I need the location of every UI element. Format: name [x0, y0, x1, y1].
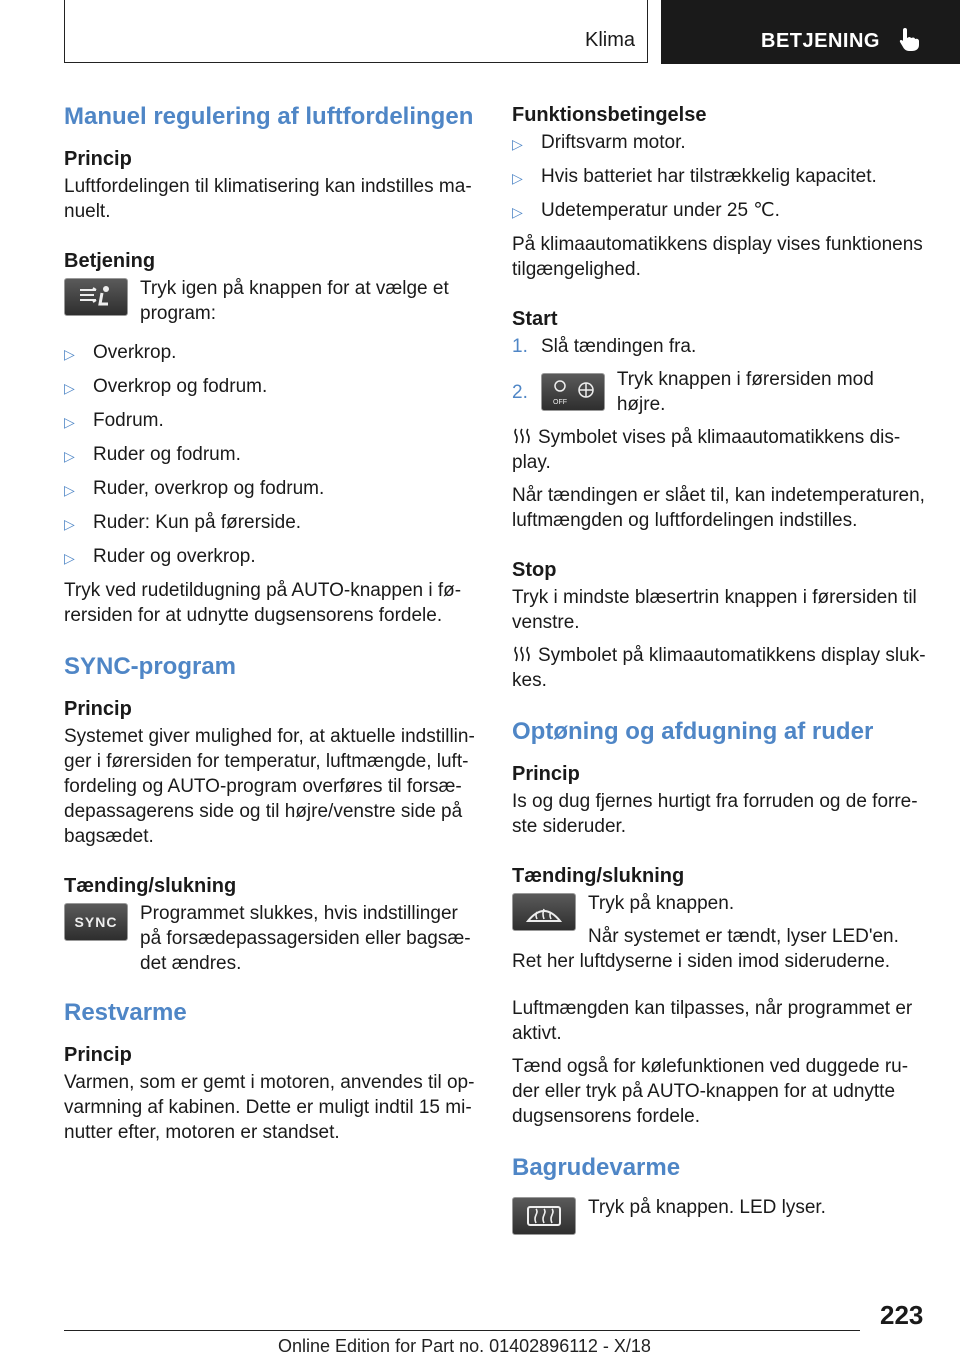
paragraph: Tryk på knappen. Når systemet er tændt, lyser LED'en.	[588, 893, 899, 947]
paragraph: Tryk i mindste blæsertrin knappen i førersiden til venstre.	[512, 587, 917, 633]
paragraph: Programmet slukkes, hvis indstillinger på forsædepassagersiden eller bagsædet ændres.	[140, 903, 471, 974]
start-steps	[512, 334, 927, 417]
spacer	[512, 290, 927, 304]
air-distribution-button-icon	[64, 278, 128, 316]
paragraph: Symbolet på klimaautomatikkens display slukkes.	[512, 645, 926, 691]
list-item: ▷ Fodrum.	[64, 408, 479, 435]
heading-manual-distribution: Manuel regulering af luftfordelingen	[64, 103, 474, 130]
fan-off-button-icon	[541, 373, 605, 411]
paragraph: Is og dug fjernes hurtigt fra forruden og de forreste sideruder.	[512, 791, 918, 837]
page-number: 223	[880, 1300, 924, 1330]
spacer	[64, 857, 479, 871]
svg-text:OFF: OFF	[553, 399, 567, 406]
spacer	[512, 982, 927, 996]
header-section-title: Klima	[584, 29, 635, 51]
list-item: ▷ Driftsvarm motor.	[512, 130, 927, 157]
heading-rear-window-heating: Bagrudevarme	[512, 1154, 681, 1181]
step-item: 2. OFF Tryk knappen i førersiden mod højre.	[512, 369, 874, 415]
paragraph: Tænd også for kølefunktionen ved duggede ruder eller tryk på AUTO-knappen for at udnytte dugsensorens fordele.	[512, 1056, 909, 1127]
sync-button-row	[64, 901, 479, 976]
paragraph: Når tændingen er slået til, kan indetemperaturen, luftmængden og luftfordelingen indstilles.	[512, 485, 925, 531]
bullet-icon: ▷	[64, 516, 75, 532]
bullet-icon: ▷	[512, 136, 523, 152]
paragraph: Tryk igen på knappen for at vælge et program:	[140, 278, 449, 324]
hand-pointer-icon	[897, 26, 921, 52]
subheading-princip: Princip	[512, 763, 580, 785]
sync-button-icon: SYNC	[64, 903, 128, 941]
footer-divider	[64, 1330, 860, 1331]
footer-edition: Online Edition for Part no. 01402896112 - X/18	[278, 1336, 651, 1356]
paragraph: Tryk på knappen. LED lyser.	[588, 1197, 826, 1218]
subheading-betjening: Betjening	[64, 250, 156, 272]
program-list	[64, 340, 479, 571]
list-item: ▷ Ruder: Kun på førerside.	[64, 510, 479, 537]
spacer	[512, 1137, 927, 1151]
heading-sync-program: SYNC-program	[64, 653, 237, 680]
paragraph: Systemet giver mulighed for, at aktuelle indstillinger i førersiden for temperatur, luftmængde, luftfordeling og AUTO-program overføres til forsædepassagerens side og til højre/venstre side på bagsædet.	[64, 726, 475, 847]
subheading-princip: Princip	[64, 1044, 132, 1066]
residual-heat-symbol-icon	[512, 645, 532, 663]
bullet-icon: ▷	[64, 550, 75, 566]
paragraph: Varmen, som er gemt i motoren, anvendes til opvarmning af kabinen. Dette er muligt indtil 15 minutter efter, motoren er standset.	[64, 1072, 475, 1143]
paragraph: Symbolet vises på klimaautomatikkens display.	[512, 427, 901, 473]
header-section-box	[64, 0, 648, 63]
paragraph: På klimaautomatikkens display vises funktionens tilgængelighed.	[512, 234, 923, 280]
spacer	[64, 232, 479, 246]
right-column	[512, 100, 927, 1245]
list-item: ▷ Udetemperatur under 25 ℃.	[512, 198, 927, 225]
windshield-defrost-button-icon	[512, 893, 576, 931]
spacer	[512, 541, 927, 555]
paragraph: Luftfordelingen til klimatisering kan indstilles manuelt.	[64, 176, 472, 222]
list-item: ▷ Overkrop og fodrum.	[64, 374, 479, 401]
bullet-icon: ▷	[64, 448, 75, 464]
bullet-icon: ▷	[64, 414, 75, 430]
heading-defrost: Optøning og afdugning af ruder	[512, 718, 874, 745]
list-item: ▷ Ruder og fodrum.	[64, 442, 479, 469]
spacer	[512, 847, 927, 861]
bullet-icon: ▷	[64, 380, 75, 396]
rear-heating-button-row	[512, 1195, 927, 1245]
bullet-icon: ▷	[512, 170, 523, 186]
subheading-start: Start	[512, 308, 558, 330]
subheading-princip: Princip	[64, 148, 132, 170]
list-item: ▷ Ruder og overkrop.	[64, 544, 479, 571]
paragraph: Tryk ved rudetildugning på AUTO-knappen i førersiden for at udnytte dugsensorens fordele.	[64, 580, 462, 626]
bullet-icon: ▷	[64, 346, 75, 362]
list-item: ▷ Ruder, overkrop og fodrum.	[64, 476, 479, 503]
spacer	[64, 636, 479, 650]
subheading-taending: Tænding/slukning	[64, 875, 237, 897]
residual-heat-symbol-icon	[512, 427, 532, 445]
spacer	[64, 976, 479, 996]
list-item: ▷ Hvis batteriet har tilstrækkelig kapacitet.	[512, 164, 927, 191]
spacer	[512, 701, 927, 715]
paragraph: Luftmængden kan tilpasses, når programmet er aktivt.	[512, 998, 913, 1044]
left-column	[64, 100, 479, 1153]
distribution-button-row	[64, 276, 479, 326]
paragraph: Ret her luftdyserne i siden imod sideruderne.	[512, 951, 891, 972]
heading-restvarme: Restvarme	[64, 999, 187, 1026]
subheading-taending: Tænding/slukning	[512, 865, 685, 887]
subheading-stop: Stop	[512, 559, 557, 581]
subheading-funktionsbetingelse: Funktionsbetingelse	[512, 104, 707, 126]
list-item: ▷ Overkrop.	[64, 340, 479, 367]
bullet-icon: ▷	[512, 204, 523, 220]
bullet-icon: ▷	[64, 482, 75, 498]
subheading-princip: Princip	[64, 698, 132, 720]
header-chapter-box	[661, 0, 960, 64]
step-item: 1. Slå tændingen fra.	[512, 336, 697, 357]
spacer	[64, 326, 479, 340]
rear-window-heating-button-icon	[512, 1197, 576, 1235]
defrost-button-row	[512, 891, 927, 949]
condition-list	[512, 130, 927, 225]
header-chapter-title: BETJENING	[761, 30, 880, 52]
